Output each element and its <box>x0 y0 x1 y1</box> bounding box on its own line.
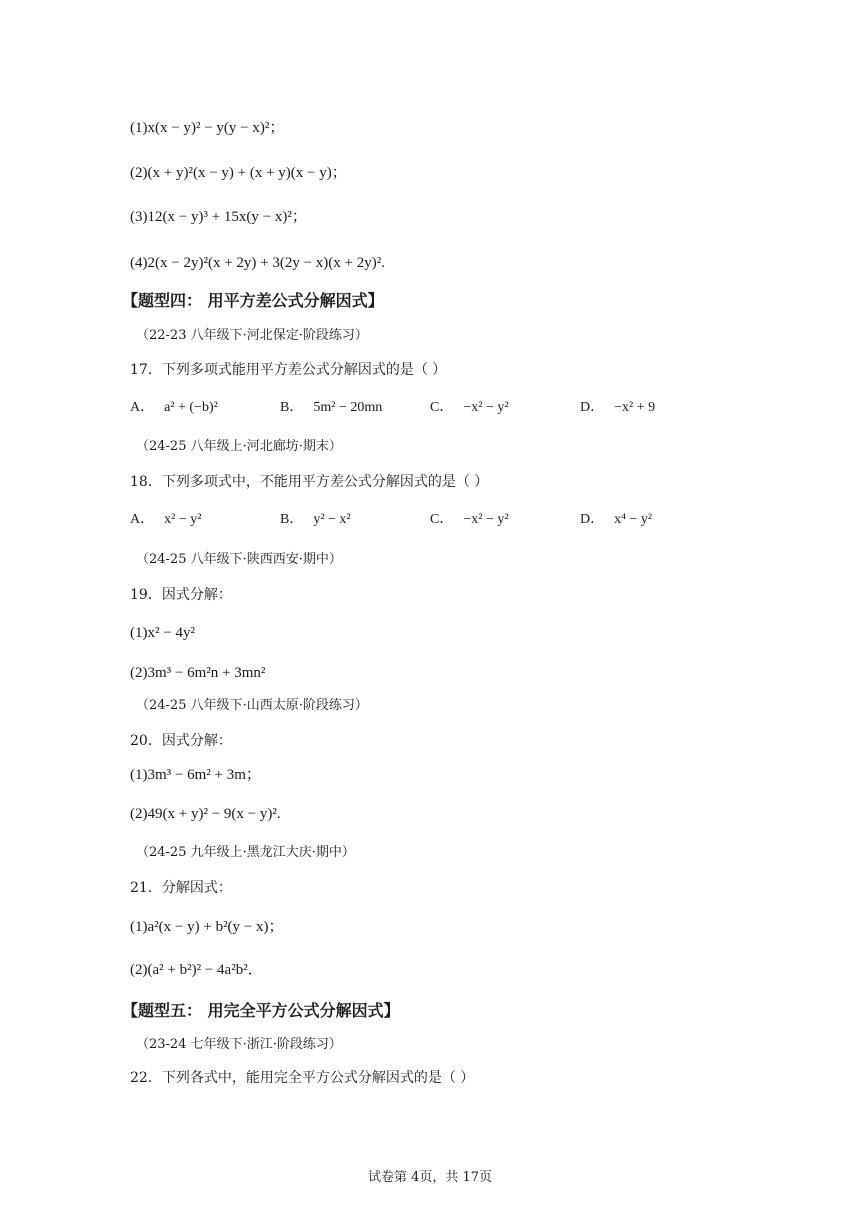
option-expression: −x² − y² <box>463 400 509 415</box>
question-21-stem: 21．分解因式： <box>130 880 232 896</box>
option-letter: D． <box>580 512 605 527</box>
question-21-source: （24-25 九年级上·黑龙江大庆·期中） <box>136 845 355 860</box>
part-label: (1) <box>130 919 148 935</box>
question-19-source: （24-25 八年级下·陕西西安·期中） <box>136 552 342 567</box>
part-label: (2) <box>130 165 148 181</box>
part-label: (1) <box>130 625 148 641</box>
part-label: (1) <box>130 767 148 783</box>
part-expression: 2(x − 2y)²(x + 2y) + 3(2y − x)(x + 2y)². <box>147 255 386 271</box>
question-17-option-b <box>280 398 382 418</box>
question-18-option-c <box>430 510 509 530</box>
option-expression: x⁴ − y² <box>614 512 653 527</box>
question-20-stem: 20．因式分解： <box>130 733 232 749</box>
option-letter: D． <box>580 400 605 415</box>
part-expression: 12(x − y)³ + 15x(y − x)²； <box>147 209 307 225</box>
question-20-source: （24-25 八年级下·山西太原·阶段练习） <box>136 698 368 713</box>
part-expression: 49(x + y)² − 9(x − y)². <box>147 806 281 822</box>
continuation-part-2 <box>130 163 347 183</box>
question-18-option-b <box>280 510 351 530</box>
continuation-part-3 <box>130 207 307 227</box>
part-label: (1) <box>130 120 148 136</box>
option-letter: A． <box>130 512 155 527</box>
part-expression: x(x − y)² − y(y − x)²； <box>147 120 285 136</box>
question-22-source: （23-24 七年级下·浙江·阶段练习） <box>136 1037 342 1052</box>
question-19-part-1 <box>130 623 195 643</box>
option-letter: B． <box>280 400 304 415</box>
question-18-stem: 18．下列多项式中，不能用平方差公式分解因式的是（ ） <box>130 474 489 490</box>
question-18-source: （24-25 八年级上·河北廊坊·期末） <box>136 439 342 454</box>
option-expression: a² + (−b)² <box>164 400 218 415</box>
option-expression: y² − x² <box>313 512 351 527</box>
option-expression: x² − y² <box>164 512 202 527</box>
part-label: (2) <box>130 806 148 822</box>
question-20-part-1 <box>130 765 261 785</box>
part-expression: a²(x − y) + b²(y − x)； <box>147 919 284 935</box>
option-letter: C． <box>430 400 454 415</box>
part-expression: 3m³ − 6m² + 3m； <box>147 767 261 783</box>
question-17-stem: 17．下列多项式能用平方差公式分解因式的是（ ） <box>130 362 447 378</box>
question-18-option-d <box>580 510 652 530</box>
question-17-option-c <box>430 398 509 418</box>
part-expression: (x + y)²(x − y) + (x + y)(x − y)； <box>147 165 347 181</box>
part-label: (4) <box>130 255 148 271</box>
question-17-option-a <box>130 398 218 418</box>
question-19-part-2 <box>130 663 265 683</box>
question-22-stem: 22．下列各式中，能用完全平方公式分解因式的是（ ） <box>130 1070 475 1086</box>
part-label: (2) <box>130 962 148 978</box>
section-heading-4: 【题型四： 用平方差公式分解因式】 <box>122 291 384 310</box>
page-footer: 试卷第 4页，共 17页 <box>367 1170 493 1185</box>
question-19-stem: 19．因式分解： <box>130 587 232 603</box>
part-label: (3) <box>130 209 148 225</box>
question-18-option-a <box>130 510 201 530</box>
question-17-source: （22-23 八年级下·河北保定·阶段练习） <box>136 328 368 343</box>
option-expression: 5m² − 20mn <box>313 400 383 415</box>
option-expression: −x² + 9 <box>614 400 656 415</box>
continuation-part-4 <box>130 253 385 273</box>
question-17-option-d <box>580 398 655 418</box>
option-letter: B． <box>280 512 304 527</box>
part-expression: x² − 4y² <box>147 625 195 641</box>
option-expression: −x² − y² <box>463 512 509 527</box>
option-letter: A． <box>130 400 155 415</box>
continuation-part-1 <box>130 118 284 138</box>
question-20-part-2 <box>130 804 281 824</box>
question-21-part-1 <box>130 917 284 937</box>
section-heading-5: 【题型五： 用完全平方公式分解因式】 <box>122 1001 400 1020</box>
part-expression: (a² + b²)² − 4a²b²． <box>147 962 263 978</box>
option-letter: C． <box>430 512 454 527</box>
question-21-part-2 <box>130 960 263 980</box>
part-expression: 3m³ − 6m²n + 3mn² <box>147 665 266 681</box>
part-label: (2) <box>130 665 148 681</box>
